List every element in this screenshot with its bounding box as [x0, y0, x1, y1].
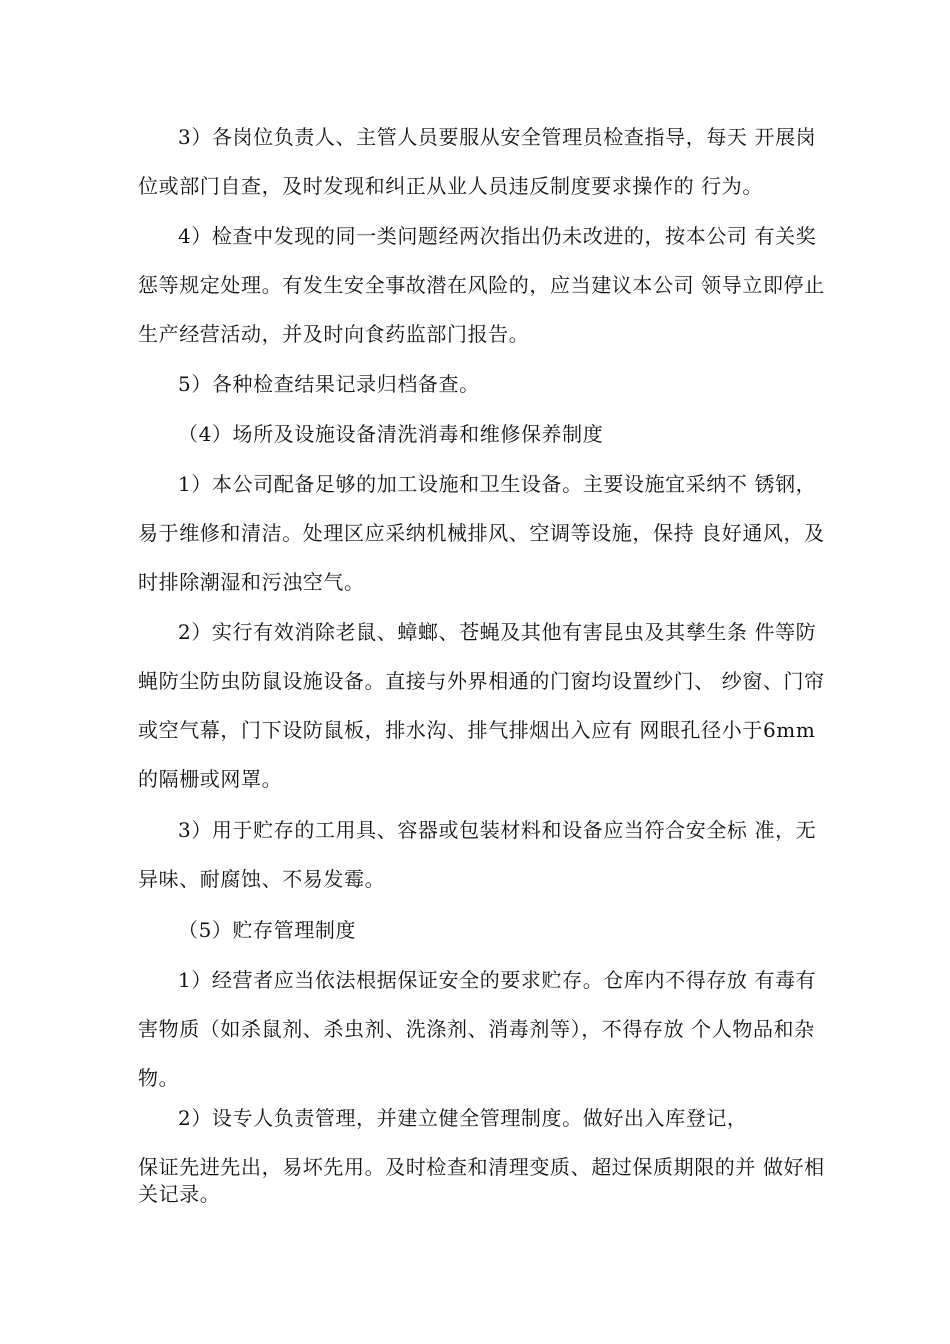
paragraph-facilities: 1）本公司配备足够的加工设施和卫生设备。主要设施宜采纳不 锈钢，易于维修和清洁。处理区应采纳机械排风、空调等设施，保持 良好通风，及时排除潮湿和污浊空气。 [138, 472, 825, 594]
paragraph-pest-control: 2）实行有效消除老鼠、蟑螂、苍蝇及其他有害昆虫及其孳生条 件等防蝇防尘防虫防鼠设施设备。直接与外界相通的门窗均设置纱门、 纱窗、门帘或空气幕，门下设防鼠板，排水沟、排气排烟出入应有 网眼孔径小于6mm的隔栅或网罩。 [138, 620, 825, 791]
paragraph-storage-tools: 3）用于贮存的工用具、容器或包装材料和设备应当符合安全标 准，无异味、耐腐蚀、不易发霉。 [138, 818, 817, 891]
section-heading-cleaning: （4）场所及设施设备清洗消毒和维修保养制度 [178, 422, 604, 446]
paragraph-storage-management-cont: 保证先进先出，易坏先用。及时检查和清理变质、超过保质期限的并 做好相关记录。 [138, 1155, 825, 1206]
paragraph-repeat-issues: 4）检查中发现的同一类问题经两次指出仍未改进的，按本公司 有关奖惩等规定处理。有发生安全事故潜在风险的，应当建议本公司 领导立即停止生产经营活动，并及时向食药监部门报告。 [138, 224, 825, 346]
paragraph-records-archive: 5）各种检查结果记录归档备查。 [178, 372, 480, 396]
section-heading-storage: （5）贮存管理制度 [178, 918, 357, 942]
paragraph-storage-rules: 1）经营者应当依法根据保证安全的要求贮存。仓库内不得存放 有毒有害物质（如杀鼠剂、杀虫剂、洗涤剂、消毒剂等），不得存放 个人物品和杂物。 [138, 968, 817, 1090]
paragraph-storage-management: 2）设专人负责管理，并建立健全管理制度。做好出入库登记， [178, 1106, 748, 1130]
paragraph-inspection-guidance: 3）各岗位负责人、主管人员要服从安全管理员检查指导，每天 开展岗位或部门自查，及时发现和纠正从业人员违反制度要求操作的 行为。 [138, 125, 817, 198]
